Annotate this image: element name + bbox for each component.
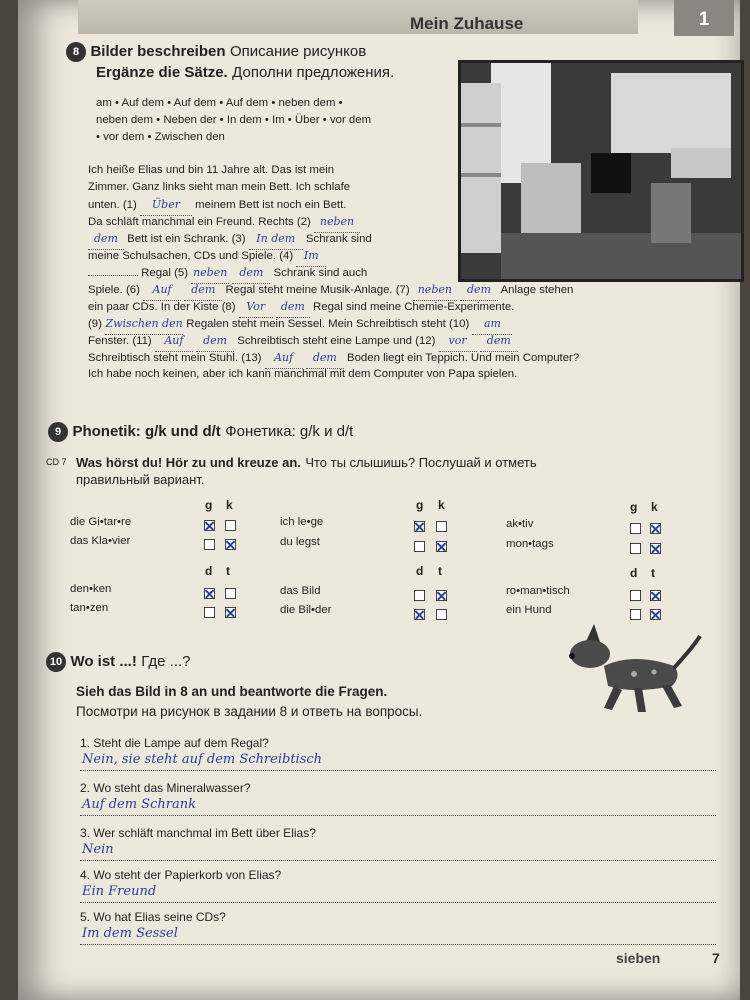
answer-6a[interactable]: Auf — [143, 280, 181, 301]
answer-3[interactable]: In dem — [249, 229, 303, 250]
word-romantisch: ro•man•tisch — [506, 585, 570, 597]
checkbox-klavier-k[interactable] — [225, 539, 236, 550]
ex9-instruction-2: правильный вариант. — [76, 472, 205, 487]
ex8-line-5: dem Bett ist ein Schrank. (3) In dem Schrank sind — [88, 229, 372, 250]
page-number: 7 — [712, 950, 720, 966]
ex8-wordbank-2: neben dem • Neben der • In dem • Im • Über • vor dem — [96, 114, 372, 126]
answer-7b[interactable]: dem — [460, 280, 498, 301]
answer-2b[interactable]: dem — [88, 229, 124, 250]
dt-head-t2: t — [438, 564, 442, 578]
answer-line-4 — [80, 902, 716, 903]
room-photo-image — [461, 63, 741, 279]
question-5: 5. Wo hat Elias seine CDs? — [80, 910, 226, 924]
dt-head-t3: t — [651, 566, 655, 580]
ex8-line-1: Ich heiße Elias und bin 11 Jahre alt. Das ist mein — [88, 164, 335, 176]
answer-9[interactable]: Zwischen den — [105, 314, 183, 335]
ex8-line-12: Schreibtisch steht mein Stuhl. (13) Auf dem Boden liegt ein Teppich. Und mein Computer? — [88, 348, 579, 369]
ex8-line-9: ein paar CDs. In der Kiste (8) Vor dem Regal sind meine Chemie-Experimente. — [88, 297, 514, 318]
checkbox-lege-k[interactable] — [436, 521, 447, 532]
ex8-line-8: Spiele. (6) Auf dem Regal steht meine Musik-Anlage. (7) neben dem Anlage stehen — [88, 280, 573, 301]
ex9-heading — [48, 422, 353, 442]
word-aktiv: ak•tiv — [506, 518, 534, 530]
gk-head-g2: g — [416, 498, 424, 512]
checkbox-bild-d[interactable] — [414, 590, 425, 601]
answer-6b[interactable]: dem — [184, 280, 222, 301]
ex8-line-4: Da schläft manchmal ein Freund. Rechts (2) neben — [88, 212, 360, 233]
chapter-number: 1 — [674, 0, 734, 36]
answer-5b[interactable]: dem — [232, 263, 270, 284]
word-denken: den•ken — [70, 583, 112, 595]
checkbox-bilder-d[interactable] — [414, 609, 425, 620]
gk-head-k: k — [226, 498, 233, 512]
cd-track: CD 7 — [46, 457, 67, 467]
gk-head-k2: k — [438, 498, 445, 512]
checkbox-aktiv-g[interactable] — [630, 523, 641, 534]
answer-4[interactable]: Im — [296, 246, 326, 267]
ex10-heading — [46, 652, 191, 672]
ex8-line-13: Ich habe noch keinen, aber ich kann manchmal mit dem Computer von Papa spielen. — [88, 368, 518, 380]
ex8-line-11: Fenster. (11) Auf dem Schreibtisch steht eine Lampe und (12) vor dem — [88, 331, 518, 352]
ex8-line-2: Zimmer. Ganz links sieht man mein Bett. Ich schlafe — [88, 181, 351, 193]
checkbox-gitarre-k[interactable] — [225, 520, 236, 531]
ex8-wordbank-3: • vor dem • Zwischen den — [96, 131, 225, 143]
answer-11b[interactable]: dem — [196, 331, 234, 352]
dog-illustration — [564, 616, 704, 716]
ex8-subtitle-de: Ergänze die Sätze. — [96, 64, 228, 81]
answer-q5[interactable]: Im dem Sessel — [82, 926, 178, 941]
checkbox-bilder-t[interactable] — [436, 609, 447, 620]
word-tanzen: tan•zen — [70, 602, 109, 614]
answer-q3[interactable]: Nein — [82, 842, 114, 857]
word-gitarre: die Gi•tar•re — [70, 516, 132, 528]
ex10-instruction-de: Sieh das Bild in 8 an und beantworte die Fragen. — [76, 684, 388, 699]
dt-head-d3: d — [630, 566, 638, 580]
answer-8[interactable]: Vor — [239, 297, 273, 318]
word-klavier: das Kla•vier — [70, 535, 131, 547]
gk-head-g: g — [205, 498, 213, 512]
word-lege: ich le•ge — [280, 516, 324, 528]
answer-q4[interactable]: Ein Freund — [82, 884, 157, 899]
dt-head-d: d — [205, 564, 213, 578]
workbook-page — [18, 0, 740, 1000]
ex8-number: 8 — [66, 42, 86, 62]
question-2: 2. Wo steht das Mineralwasser? — [80, 781, 251, 795]
ex8-title-ru: Описание рисунков — [229, 43, 367, 61]
word-bild: das Bild — [280, 585, 321, 597]
checkbox-montags-g[interactable] — [630, 543, 641, 554]
checkbox-denken-t[interactable] — [225, 588, 236, 599]
question-4: 4. Wo steht der Papierkorb von Elias? — [80, 868, 282, 882]
ex8-line-10: (9) Zwischen den Regalen steht mein Sessel. Mein Schreibtisch steht (10) am — [88, 314, 512, 335]
checkbox-legst-k[interactable] — [436, 541, 447, 552]
ex10-number: 10 — [46, 652, 66, 672]
footer-word: sieben — [616, 950, 661, 966]
checkbox-lege-g[interactable] — [414, 521, 425, 532]
ex8-subtitle — [96, 64, 394, 82]
answer-7a[interactable]: neben — [413, 280, 457, 301]
word-bilder: die Bil•der — [280, 604, 332, 616]
checkbox-romantisch-t[interactable] — [650, 590, 661, 601]
checkbox-tanzen-d[interactable] — [204, 607, 215, 618]
answer-line-3 — [80, 860, 716, 861]
dt-head-t: t — [226, 564, 230, 578]
room-photo — [458, 60, 744, 282]
question-3: 3. Wer schläft manchmal im Bett über Elias? — [80, 826, 316, 840]
header-bar — [78, 0, 638, 34]
ex8-line-3: unten. (1) Über meinem Bett ist noch ein Bett. — [88, 195, 346, 216]
ex10-instruction-ru: Посмотри на рисунок в задании 8 и ответь на вопросы. — [76, 704, 423, 719]
answer-12a[interactable]: vor — [439, 331, 477, 352]
answer-12b[interactable]: dem — [480, 331, 518, 352]
answer-1[interactable]: Über — [140, 195, 192, 216]
ex10-title-ru: Где ...? — [141, 653, 191, 671]
checkbox-montags-k[interactable] — [650, 543, 661, 554]
ex8-wordbank-1: am • Auf dem • Auf dem • Auf dem • neben dem • — [96, 97, 343, 109]
checkbox-aktiv-k[interactable] — [650, 523, 661, 534]
checkbox-klavier-g[interactable] — [204, 539, 215, 550]
answer-line-2 — [80, 815, 716, 816]
checkbox-legst-g[interactable] — [414, 541, 425, 552]
word-legst: du legst — [280, 536, 320, 548]
ex8-subtitle-ru: Дополни предложения. — [232, 64, 395, 81]
gk-head-g3: g — [630, 500, 638, 514]
answer-13b[interactable]: dem — [306, 348, 344, 369]
dt-head-d2: d — [416, 564, 424, 578]
ex8-line-7: Regal (5) neben dem Schrank sind auch — [88, 263, 367, 284]
answer-8b[interactable]: dem — [276, 297, 310, 318]
checkbox-gitarre-g[interactable] — [204, 520, 215, 531]
answer-q2[interactable]: Auf dem Schrank — [82, 797, 196, 812]
answer-11a[interactable]: Auf — [155, 331, 193, 352]
word-montags: mon•tags — [506, 538, 554, 550]
question-1: 1. Steht die Lampe auf dem Regal? — [80, 736, 269, 750]
ex8-title-de: Bilder beschreiben — [90, 43, 226, 61]
ex10-title-de: Wo ist ...! — [70, 653, 137, 671]
word-hund: ein Hund — [506, 604, 552, 616]
ex9-number: 9 — [48, 422, 68, 442]
checkbox-denken-d[interactable] — [204, 588, 215, 599]
answer-10[interactable]: am — [472, 314, 512, 335]
answer-line-1 — [80, 770, 716, 771]
answer-line-5 — [80, 944, 716, 945]
answer-5a[interactable]: neben — [191, 263, 229, 284]
chapter-title: Mein Zuhause — [410, 14, 524, 33]
ex9-title-ru: Фонетика: g/k и d/t — [225, 423, 354, 441]
answer-13a[interactable]: Auf — [265, 348, 303, 369]
ex9-instruction: Was hörst du! Hör zu und kreuze an. Что ты слышишь? Послушай и отметь — [76, 455, 537, 470]
gk-head-k3: k — [651, 500, 658, 514]
answer-2a[interactable]: neben — [314, 212, 360, 233]
answer-q1[interactable]: Nein, sie steht auf dem Schreibtisch — [82, 752, 323, 767]
ex8-line-6: meine Schulsachen, CDs und Spiele. (4) Im — [88, 246, 326, 267]
checkbox-bild-t[interactable] — [436, 590, 447, 601]
ex9-title-de: Phonetik: g/k und d/t — [72, 423, 221, 441]
ex8-heading — [66, 42, 366, 62]
checkbox-tanzen-t[interactable] — [225, 607, 236, 618]
checkbox-romantisch-d[interactable] — [630, 590, 641, 601]
